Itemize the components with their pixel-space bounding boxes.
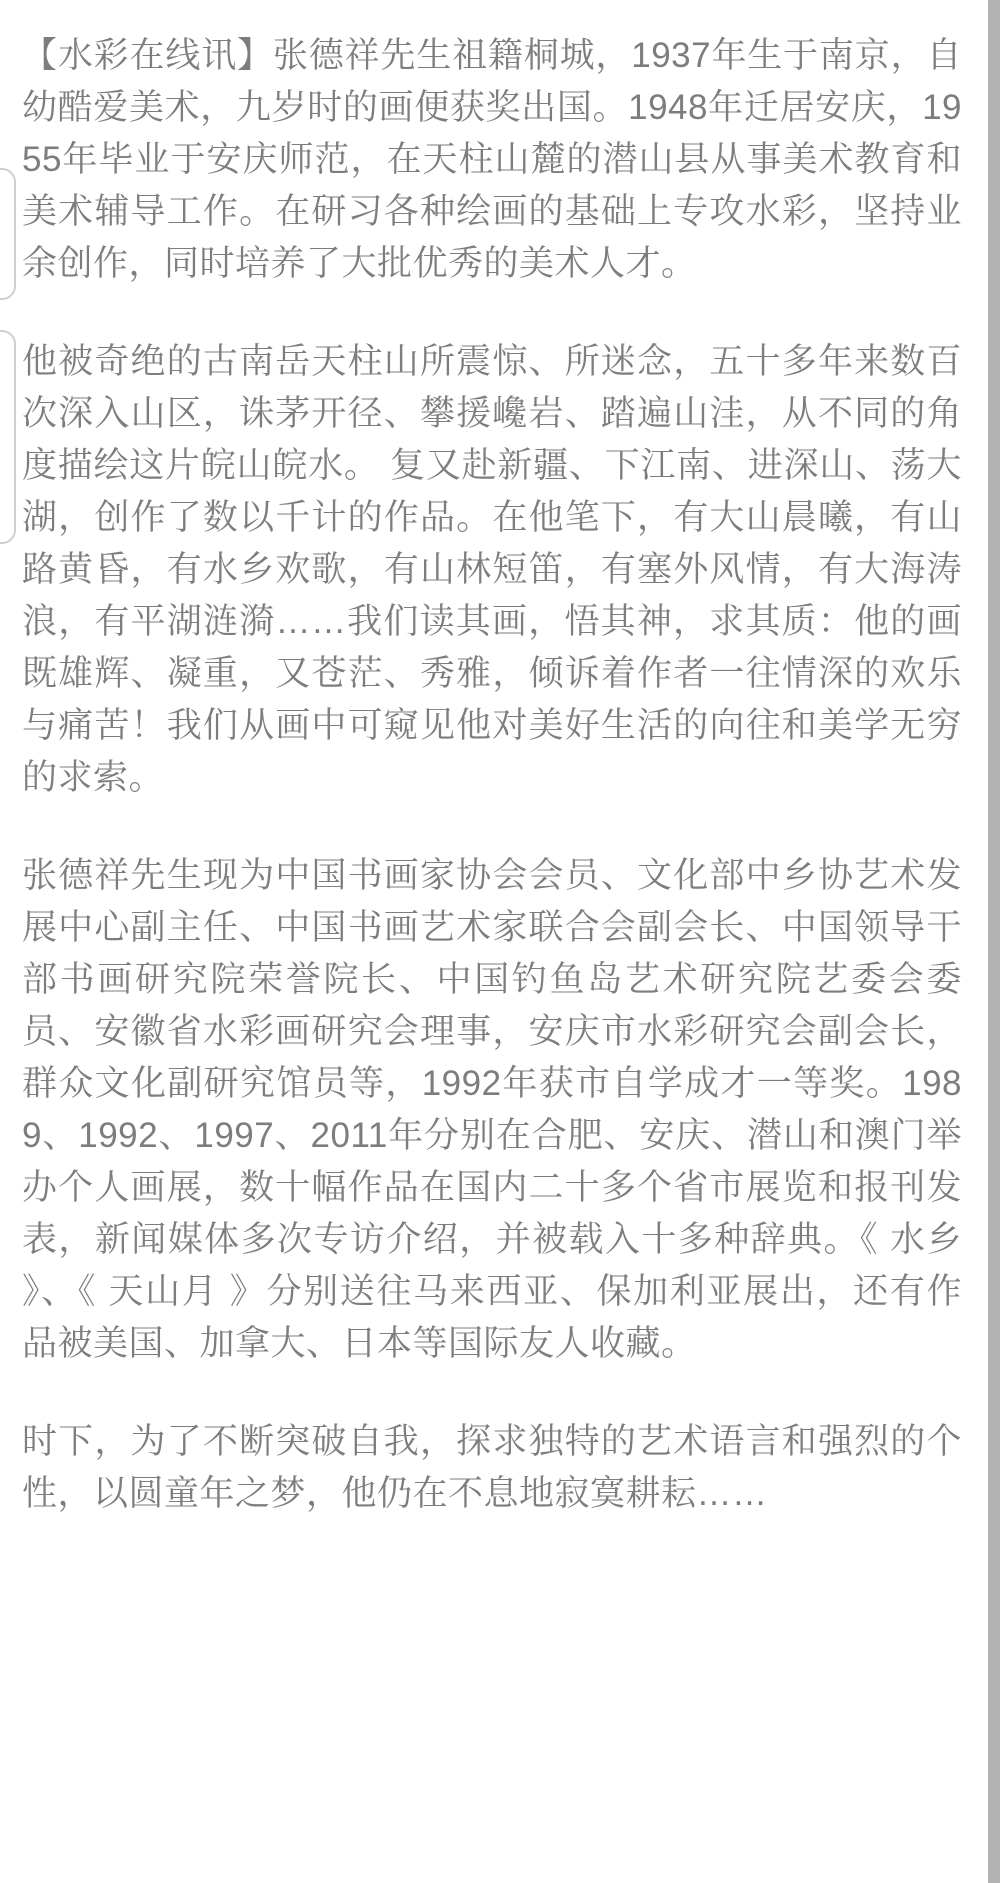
article-paragraph: 时下，为了不断突破自我，探求独特的艺术语言和强烈的个性，以圆童年之梦，他仍在不息地寂寞耕耘…… — [22, 1422, 962, 1513]
article-paragraph: 【水彩在线讯】张德祥先生祖籍桐城，1937年生于南京，自幼酷爱美术，九岁时的画便获奖出国。1948年迁居安庆，1955年毕业于安庆师范，在天柱山麓的潜山县从事美术教育和美术辅导工作。在研习各种绘画的基础上专攻水彩，坚持业余创作，同时培养了大批优秀的美术人才。 — [22, 36, 962, 283]
article-paragraph: 他被奇绝的古南岳天柱山所震惊、所迷念，五十多年来数百次深入山区，诛茅开径、攀援巉岩、踏遍山洼，从不同的角度描绘这片皖山皖水。 复又赴新疆、下江南、进深山、荡大湖，创作了数以千计的作品。在他笔下，有大山晨曦，有山路黄昏，有水乡欢歌，有山林短笛，有塞外风情，有大海涛浪，有平湖涟漪……我们读其画，悟其神，求其质：他的画既雄辉、凝重，又苍茫、秀雅，倾诉着作者一往情深的欢乐与痛苦！我们从画中可窥见他对美好生活的向往和美学无穷的求索。 — [22, 342, 962, 797]
article-paragraph: 张德祥先生现为中国书画家协会会员、文化部中乡协艺术发展中心副主任、中国书画艺术家联合会副会长、中国领导干部书画研究院荣誉院长、中国钓鱼岛艺术研究院艺委会委员、安徽省水彩画研究会理事，安庆市水彩研究会副会长，群众文化副研究馆员等，1992年获市自学成才一等奖。1989、1992、1997、2011年分别在合肥、安庆、潜山和澳门举办个人画展，数十幅作品在国内二十多个省市展览和报刊发表，新闻媒体多次专访介绍，并被载入十多种辞典。《 水乡 》、《 天山月 》分别送往马来西亚、保加利亚展出，还有作品被美国、加拿大、日本等国际友人收藏。 — [22, 856, 962, 1363]
vertical-scrollbar-track[interactable] — [988, 0, 1000, 1883]
vertical-scrollbar-thumb[interactable] — [988, 0, 1000, 1883]
